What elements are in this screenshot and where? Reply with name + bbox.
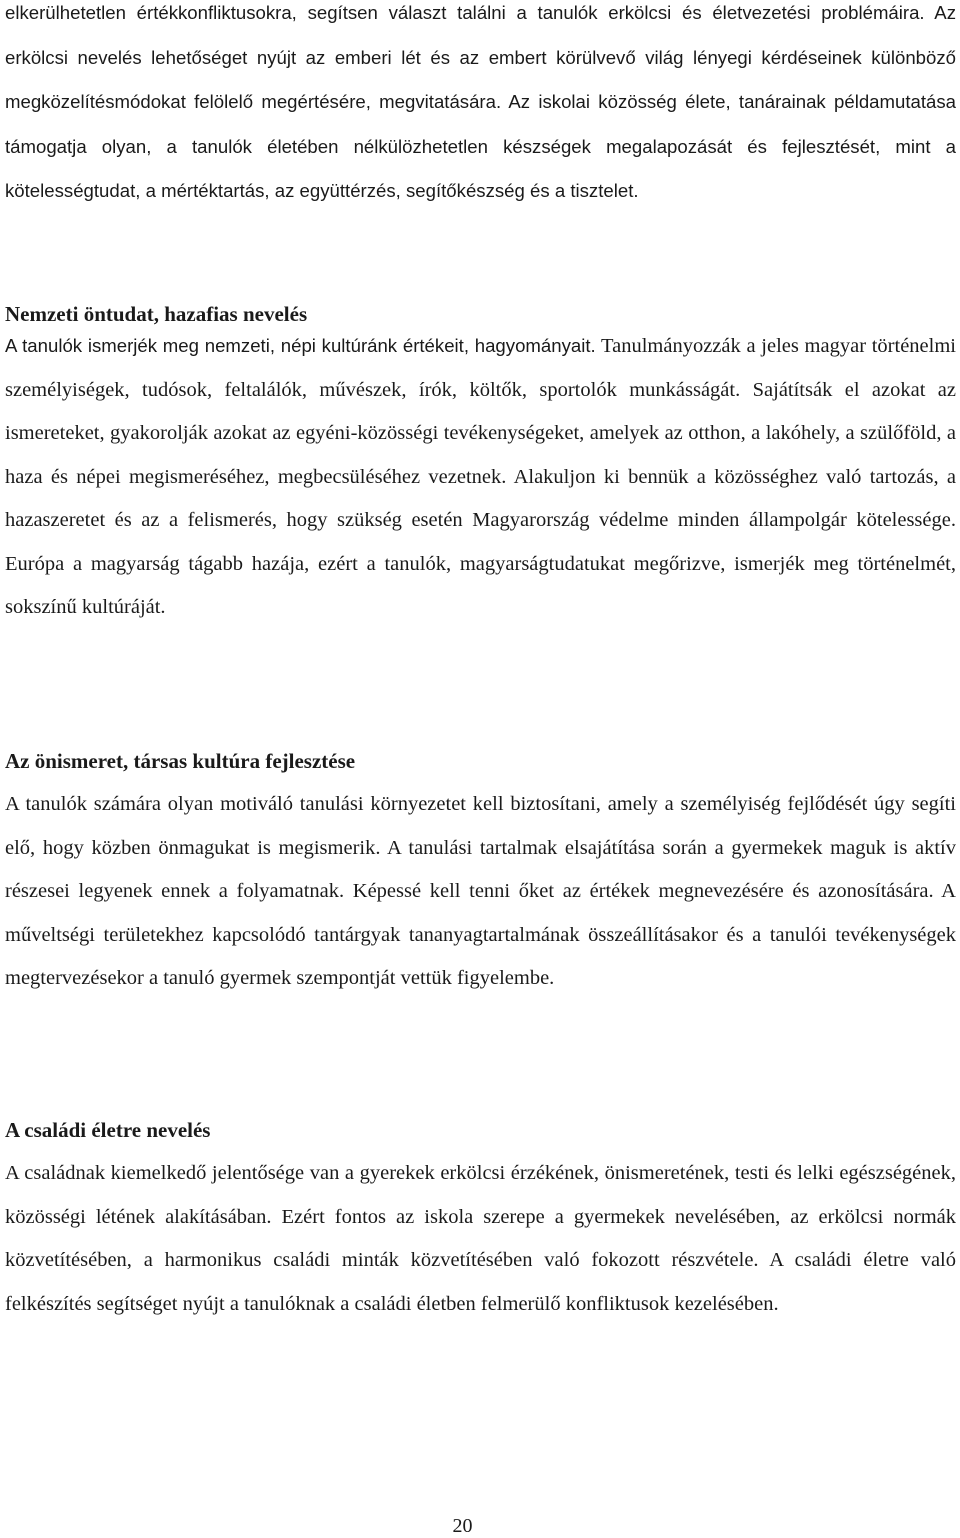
paragraph-text: A tanulók számára olyan motiváló tanulási környezetet kell biztosítani, amely a személyiség fejlődését úgy segíti elő, hogy közben önmagukat is megismerik. A tanulási tartalmak elsajátítása során a gyermekek maguk is aktív részesei legyenek ennek a folyamatnak. Képessé kell tenni őket az értékek megnevezésére és azonosítására. A műveltségi területekhez kapcsolódó tantárgyak tananyagtartalmának összeállításakor és a tanulói tevékenységek megtervezésekor a tanuló gyermek szempontját vettük figyelembe. (5, 793, 956, 989)
paragraph-moral-education (5, 0, 956, 214)
paragraph-text: elkerülhetetlen értékkonfliktusokra, segítsen választ találni a tanulók erkölcsi és életvezetési problémáira. Az erkölcsi nevelés lehetőséget nyújt az emberi lét és az embert körülvevő világ lényegi kérdéseinek különböző megközelítésmódokat felölelő megértésére, megvitatására. Az iskolai közösség élete, tanárainak példamutatása támogatja olyan, a tanulók életében nélkülözhetetlen készségek megalapozását és fejlesztését, mint a kötelességtudat, a mértéktartás, az együttérzés, segítőkészség és a tisztelet. (5, 2, 956, 201)
paragraph-text-intro: A tanulók ismerjék meg nemzeti, népi kultúránk értékeit, hagyományait. (5, 335, 596, 356)
paragraph-text: A családnak kiemelkedő jelentősége van a gyerekek erkölcsi érzékének, önismeretének, testi és lelki egészségének, közösségi létének alakításában. Ezért fontos az iskola szerepe a gyermekek nevelésében, az erkölcsi normák közvetítésében, a harmonikus családi minták közvetítésében való fokozott részvétele. A családi életre való felkészítés segítséget nyújt a tanulóknak a családi életben felmerülő konfliktusok kezelésében. (5, 1162, 956, 1315)
paragraph-text-body: Tanulmányozzák a jeles magyar történelmi személyiségek, tudósok, feltalálók, művészek, írók, költők, sportolók munkásságát. Sajátítsák el azokat az ismereteket, gyakorolják azokat az egyéni-közösségi tevékenységeket, amelyek az otthon, a lakóhely, a szülőföld, a haza és népei megismeréséhez, megbecsüléséhez vezetnek. Alakuljon ki bennük a közösséghez való tartozás, a hazaszeretet és az a felismerés, hogy szükség esetén Magyarország védelme minden állampolgár kötelessége. Európa a magyarság tágabb hazája, ezért a tanulók, magyarságtudatukat megőrizve, ismerjék meg történelmét, sokszínű kultúráját. (5, 335, 956, 618)
paragraph-self-knowledge (5, 783, 956, 1001)
page-number: 20 (452, 1515, 473, 1537)
heading-self-knowledge: Az önismeret, társas kultúra fejlesztése (5, 749, 356, 773)
heading-national-identity: Nemzeti öntudat, hazafias nevelés (5, 302, 308, 326)
paragraph-national-identity (5, 324, 956, 630)
paragraph-family-life (5, 1152, 956, 1326)
heading-family-life: A családi életre nevelés (5, 1118, 211, 1142)
